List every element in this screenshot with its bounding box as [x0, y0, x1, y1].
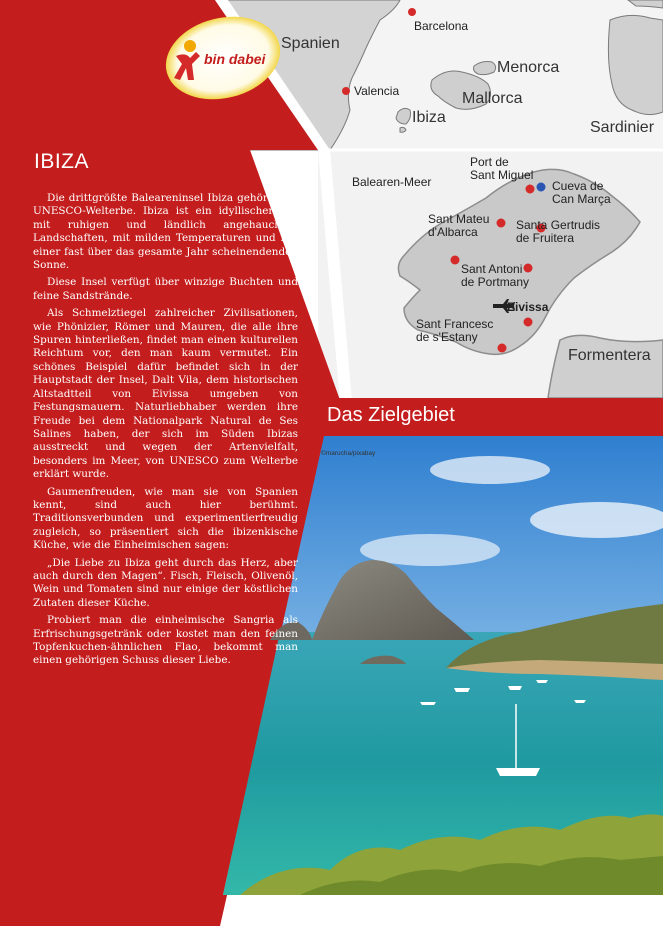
- article-title: IBIZA: [34, 150, 90, 173]
- section-title: Das Zielgebiet: [327, 404, 455, 426]
- paragraph: Probiert man die einheimische Sangria als Erfrischungsgetränk oder kostet man den feinen Topfenkuchen-ähnlichen Flao, bekommt man einen gehörigen Schuss dieser Liebe.: [33, 614, 298, 667]
- label-mallorca: Mallorca: [462, 90, 523, 107]
- label-eivissa: Eivissa: [507, 300, 549, 314]
- label-sant-antoni: Sant Antoni de Portmany: [461, 262, 530, 289]
- label-sea: Balearen-Meer: [352, 175, 432, 189]
- label-valencia: Valencia: [354, 84, 400, 98]
- label-barcelona: Barcelona: [414, 19, 469, 33]
- label-spain: Spanien: [281, 35, 340, 52]
- logo-text: bin dabei: [204, 51, 266, 67]
- label-port-sant-miquel: Port de Sant Miguel: [470, 155, 534, 182]
- label-sant-francesc: Sant Francesc de s'Estany: [416, 317, 494, 344]
- paragraph: Gaumenfreuden, wie man sie von Spanien kennt, sind auch hier berühmt. Traditionsverbunden und experimentierfreudig zugleich, so präsentiert sich die ibizenkische Küche, wie die Einheimischen sagen:: [33, 485, 298, 552]
- label-sant-mateu: Sant Mateu d'Albarca: [428, 212, 490, 239]
- article-body: [33, 192, 298, 672]
- label-formentera: Formentera: [568, 347, 651, 364]
- label-menorca: Menorca: [497, 59, 560, 76]
- label-cueva-can-marca: Cueva de Can Marça: [552, 179, 611, 206]
- paragraph: Als Schmelztiegel zahlreicher Zivilisationen, wie Phönizier, Römer und Mauren, die alle ihre Spuren hinterließen, findet man einen kulturellen Reichtum vor, den man kaum vermutet. Ein schönes Beispiel dafür befindet sich in der Hauptstadt der Insel, Dalt Vila, dem historischen Altstadtteil von Eivissa umgeben von Festungsmauern. Naturliebhaber werden ihre Freude bei dem Nationalpark Natural de Ses Salines haben, der sich im Süden Ibizas ausstreckt und wegen der Artenvielfalt, besonders im Meer, von UNESCO zum Welterbe erklärt wurde.: [33, 307, 298, 481]
- paragraph: Diese Insel verfügt über winzige Buchten und feine Sandstrände.: [33, 276, 298, 302]
- photo-credit: ©marucha/pixabay: [321, 450, 376, 457]
- paragraph: Die drittgrößte Baleareninsel Ibiza gehört zum UNESCO-Welterbe. Ibiza ist ein idyllischer Ort mit ruhigen und ländlich angehauchten Landschaften, mit milden Temperaturen und mit einer fast über das gesamte Jahr scheinendenden Sonne.: [33, 192, 298, 272]
- label-sardinia: Sardinier: [590, 119, 655, 136]
- label-santa-gertrudis: Santa Gertrudis de Fruitera: [516, 218, 601, 245]
- label-ibiza: Ibiza: [412, 109, 446, 126]
- paragraph: „Die Liebe zu Ibiza geht durch das Herz, aber auch durch den Magen“. Fisch, Fleisch, Olivenöl, Wein und Tomaten sind nur einige der köstlichen Zutaten dieser Küche.: [33, 556, 298, 609]
